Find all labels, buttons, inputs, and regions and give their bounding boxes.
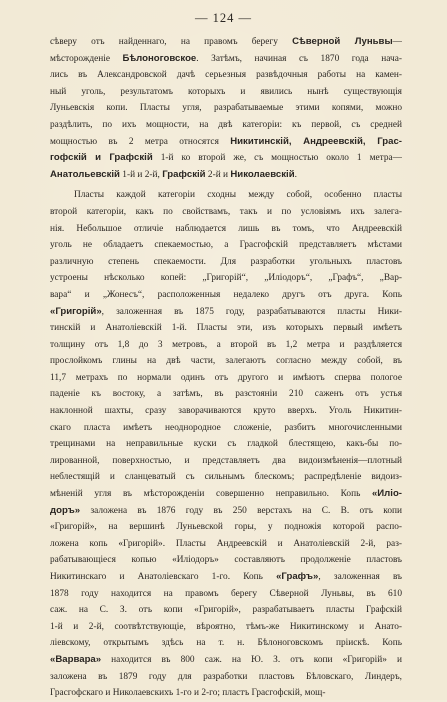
text-segment: заложена въ 1876 году въ 250 верстахъ на С. В. отъ копи <box>80 505 402 516</box>
text-segment: саж. на С. З. отъ копи «Григорій», разрабатываетъ пласты Графскій <box>50 605 402 616</box>
text-segment: мощностью въ 2 метра относятся <box>50 136 231 147</box>
bold-term: «Григорій» <box>50 305 102 317</box>
text-line <box>50 436 402 453</box>
text-line <box>50 270 402 287</box>
text-line <box>50 519 402 536</box>
text-line <box>50 51 402 68</box>
bold-term: Бѣлоноговское <box>122 52 197 64</box>
text-line <box>50 304 402 321</box>
page-number: — 124 — <box>195 11 252 25</box>
text-segment: 1-й и 2-й, <box>119 169 163 180</box>
text-line <box>50 503 402 520</box>
bold-term: «Варвара» <box>50 653 102 665</box>
paragraph <box>50 187 402 701</box>
bold-term: гофскій и Графскій <box>50 152 153 164</box>
text-line <box>50 34 402 51</box>
paragraph <box>50 34 402 183</box>
text-segment: паденіе къ востоку, а затѣмъ, въ разстояніи 210 саженъ отъ устья <box>50 389 402 400</box>
text-line <box>50 486 402 503</box>
text-line <box>50 586 402 603</box>
text-segment: Грасгофскаго и Николаевскихъ 1-го и 2-го; пластъ Грасгофскій, мощ- <box>50 688 326 699</box>
text-segment: заложена въ 1879 году для разработки пластовъ Бѣловскаго, Линдеръ, <box>50 671 402 682</box>
text-line <box>50 685 402 702</box>
text-line <box>50 602 402 619</box>
text-line <box>50 353 402 370</box>
text-line <box>50 337 402 354</box>
text-line <box>50 403 402 420</box>
bold-term: доръ» <box>50 504 81 516</box>
text-line <box>50 167 402 184</box>
text-line <box>50 100 402 117</box>
text-segment: второй категоріи, какъ по свойствамъ, такъ и по условіямъ ихъ залега- <box>50 206 402 217</box>
text-segment: нія. Небольшое отличіе наблюдается лишь въ томъ, что Андреевскій <box>50 223 402 234</box>
text-segment: 11,7 метрахъ по нормали одинъ отъ другого и имѣютъ сперва пологое <box>50 372 402 383</box>
text-segment: 1878 году находится на правомъ берегу Сѣверной Луньвы, въ 610 <box>50 588 402 599</box>
text-line <box>50 453 402 470</box>
text-segment: сѣверу отъ найденнаго, на правомъ берегу <box>50 37 293 47</box>
text-segment: ный уголь, результатомъ которыхъ и явились нынѣ существующія <box>50 86 402 97</box>
text-segment: . Затѣмъ, начиная съ 1870 года нача- <box>196 53 402 64</box>
text-line <box>50 117 402 134</box>
text-line <box>50 536 402 553</box>
text-segment: толщину отъ 1,8 до 3 метровъ, а второй въ 1,2 метра и раздѣляется <box>50 339 402 350</box>
text-line <box>50 84 402 101</box>
text-line <box>50 67 402 84</box>
text-segment: рабатывающіеся копью «Иліодоръ» составляютъ продолженіе пластовъ <box>50 555 402 566</box>
bold-term: Графскій <box>162 168 206 180</box>
text-segment: прослойкомъ глины на двѣ части, залегаютъ согласно между собой, въ <box>50 356 402 367</box>
bold-term: Николаевскій <box>230 168 295 180</box>
text-segment: ложена копь «Григорій». Пласты Андреевскій и Анатоліевскій 2-й, раз- <box>50 538 402 549</box>
text-segment: раздѣлить, по ихъ мощности, на двѣ категоріи: къ первой, съ средней <box>50 119 402 130</box>
bold-term: Сѣверной Луньвы <box>292 36 393 47</box>
text-segment: . <box>294 169 297 180</box>
text-segment: устроены нѣсколько копей: „Григорій“, „Иліодоръ“, „Графъ“, „Вар- <box>50 273 402 284</box>
text-line <box>50 254 402 271</box>
text-line <box>50 669 402 686</box>
text-segment: тинскій и Анатоліевскій 1-й. Пласты эти, изъ которыхъ первый имѣетъ <box>50 323 402 334</box>
text-segment: неблестящій и сланцеватый съ сильнымъ блескомъ; распредѣленіе видоиз- <box>50 472 402 483</box>
text-segment: мѣсторожденіе <box>50 53 123 64</box>
text-line <box>50 652 402 669</box>
text-segment: уголь не обладаетъ спекаемостью, а Грасгофскій представляетъ мѣстами <box>50 240 402 251</box>
text-line <box>50 237 402 254</box>
text-segment: находится въ 800 саж. на Ю. З. отъ копи «Григорій» и <box>101 654 402 665</box>
text-segment: Никитинскаго и Анатоліевскаго 1-го. Копь <box>50 572 277 582</box>
text-line <box>50 134 402 151</box>
bold-term: «Иліо- <box>371 488 402 500</box>
bold-term: «Графъ» <box>276 571 319 582</box>
text-segment: лированной, поверхностью, и представляетъ два видоизмѣненія—плотный <box>50 455 402 466</box>
text-line <box>50 187 402 204</box>
text-segment: 2-й и <box>205 169 231 180</box>
text-line <box>50 287 402 304</box>
bold-term: Анатольевскій <box>50 168 120 180</box>
text-line <box>50 370 402 387</box>
text-line <box>50 204 402 221</box>
text-segment: , заложенная въ <box>318 572 402 582</box>
text-segment: наклонной шахты, сразу заворачиваются круто вверхъ. Уголь Никитин- <box>50 406 402 417</box>
text-line <box>50 150 402 167</box>
text-segment: Луньевскія копи. Пласты угля, разрабатываемые этими копями, можно <box>50 103 402 114</box>
text-line <box>50 552 402 569</box>
text-segment: различную степень спекаемости. Для разработки угольныхъ пластовъ <box>50 256 402 267</box>
text-segment: Пласты каждой категоріи сходны между собой, особенно пласты <box>74 190 402 201</box>
text-segment: ліевскому, открытымъ здѣсь на т. н. Бѣлоноговскомъ пріискѣ. Копь <box>50 638 402 649</box>
text-segment: мѣненій угля въ мѣсторожденіи совершенно неправильно. Копь <box>50 489 372 500</box>
text-segment: , заложенная въ 1875 году, разрабатываются пласты Ники- <box>101 306 402 317</box>
text-segment: скаго пласта имѣетъ неоднородное сложеніе, разбитъ многочисленными <box>50 422 402 433</box>
text-segment: 1-й и 2-й, соотвѣтствующіе, вѣроятно, тѣмъ-же Никитинскому и Анато- <box>50 621 402 632</box>
text-line <box>50 619 402 636</box>
text-segment: трещинами на неправильные куски съ гладкой блестящею, какъ-бы по- <box>50 439 402 450</box>
body-text <box>50 34 402 702</box>
text-segment: 1-й ко второй же, съ мощностью около 1 метра— <box>152 153 402 164</box>
bold-term: Никитинскій, Андреевскій, Грас- <box>230 135 402 147</box>
text-segment: «Григорій», на вершинѣ Луньевской горы, у подножія которой распо- <box>50 522 402 533</box>
text-line <box>50 221 402 238</box>
text-segment: — <box>392 37 402 47</box>
text-line <box>50 569 402 586</box>
text-line <box>50 635 402 652</box>
text-line <box>50 420 402 437</box>
text-segment: вара“ и „Жонесъ“, расположенныя недалеко другъ отъ друга. Копь <box>50 289 402 300</box>
text-line <box>50 320 402 337</box>
text-segment: лись въ Александровской дачѣ серьезныя развѣдочныя работы на камен- <box>50 70 402 81</box>
text-line <box>50 469 402 486</box>
text-line <box>50 386 402 403</box>
